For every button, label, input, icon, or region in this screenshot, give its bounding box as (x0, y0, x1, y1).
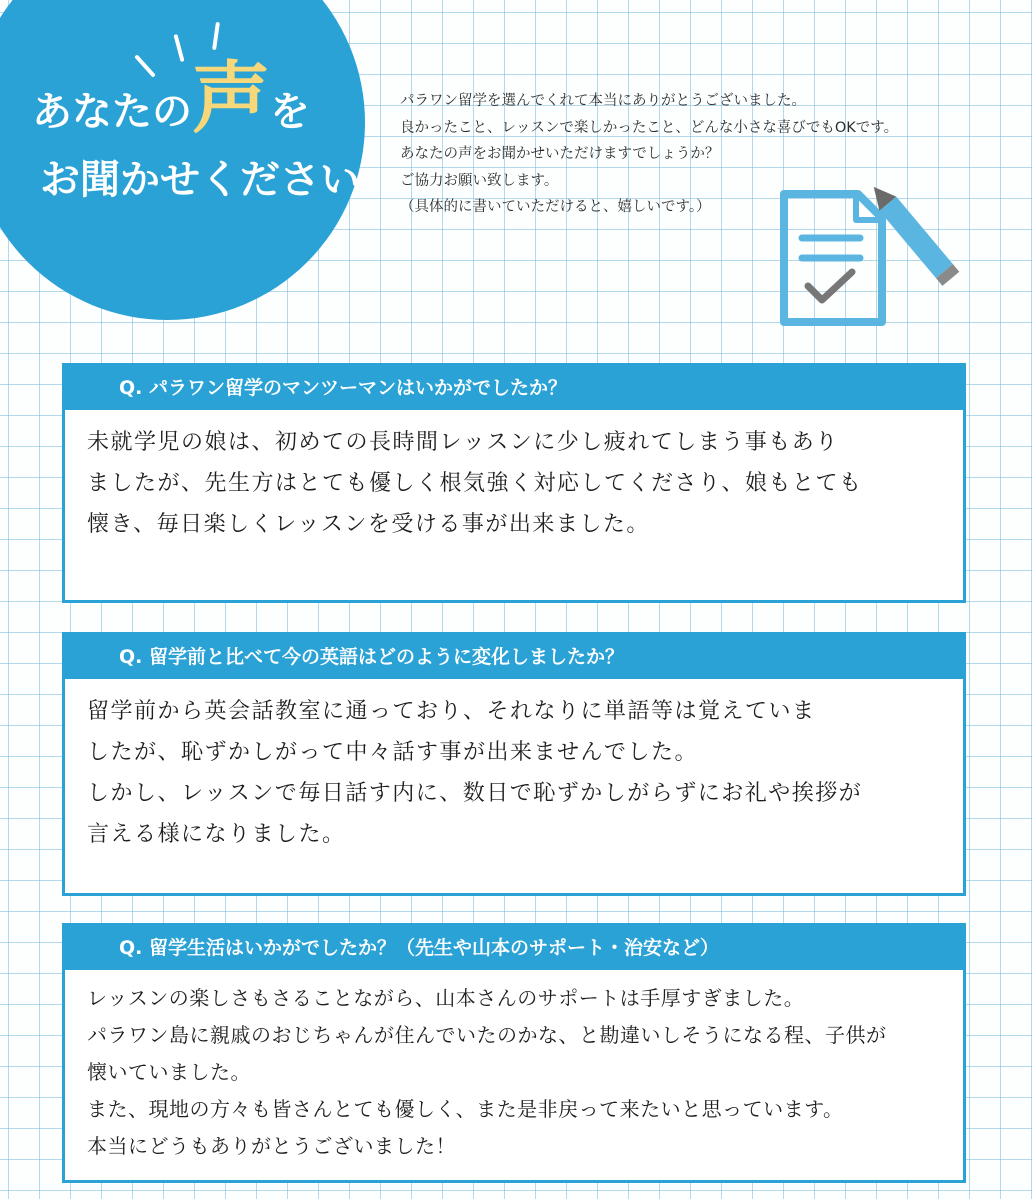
answer-line: しかし、レッスンで毎日話す内に、数日で恥ずかしがらずにお礼や挨拶が (87, 781, 863, 806)
intro-line: 良かったこと、レッスンで楽しかったこと、どんな小さな喜びでもOKです。 (400, 119, 899, 136)
intro-line: パラワン留学を選んでくれて本当にありがとうございました。 (400, 93, 806, 109)
question-panel-mantoman (62, 363, 966, 603)
title-suffix: を (270, 89, 311, 135)
answer-line: レッスンの楽しさもさることながら、山本さんのサポートは手厚すぎました。 (87, 986, 805, 1010)
page-title-line2: お聞かせください (40, 157, 360, 203)
answer-text (65, 410, 963, 545)
answer-line: 懐き、毎日楽しくレッスンを受ける事が出来ました。 (87, 512, 650, 537)
intro-line: （具体的に書いていただけると、嬉しいです。） (400, 199, 711, 215)
answer-line: 留学前から英会話教室に通っており、それなりに単語等は覚えていま (87, 699, 816, 724)
question-heading: Q. 留学生活はいかがでしたか？（先生や山本のサポート・治安など） (65, 926, 963, 970)
answer-line: また、現地の方々も皆さんとても優しく、また是非戻って来たいと思っています。 (87, 1097, 844, 1121)
answer-line: 言える様になりました。 (87, 822, 346, 847)
answer-text (65, 679, 963, 855)
page-title-line1 (32, 54, 311, 144)
answer-text (65, 970, 963, 1165)
question-panel-student-life (62, 923, 966, 1183)
title-highlight: 声 (192, 54, 271, 144)
answer-line: ましたが、先生方はとても優しく根気強く対応してくださり、娘もとても (87, 471, 863, 496)
answer-line: したが、恥ずかしがって中々話す事が出来ませんでした。 (87, 740, 699, 765)
answer-line: パラワン島に親戚のおじちゃんが住んでいたのかな、と勘違いしそうになる程、子供が (87, 1023, 887, 1047)
answer-line: 未就学児の娘は、初めての長時間レッスンに少し疲れてしまう事もあり (87, 430, 839, 455)
answer-line: 本当にどうもありがとうございました！ (87, 1134, 456, 1158)
answer-line: 懐いていました。 (87, 1060, 251, 1084)
intro-line: ご協力お願い致します。 (400, 172, 559, 189)
question-heading: Q. 留学前と比べて今の英語はどのように変化しましたか？ (65, 635, 963, 679)
document-icon (784, 194, 882, 322)
document-check-icon (770, 180, 975, 330)
question-panel-english-change (62, 632, 966, 896)
title-prefix: あなたの (32, 89, 192, 135)
question-heading: Q. パラワン留学のマンツーマンはいかがでしたか？ (65, 366, 963, 410)
intro-line: あなたの声をお聞かせいただけますでしょうか？ (400, 146, 720, 162)
